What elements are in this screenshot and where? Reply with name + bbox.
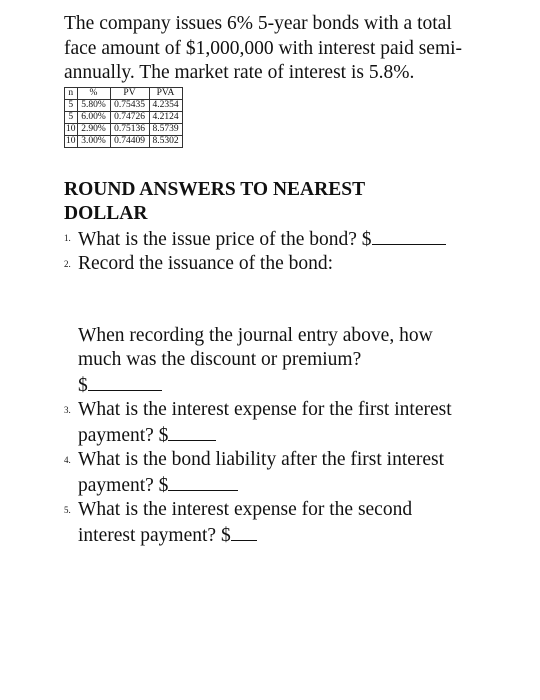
discount-question (64, 324, 474, 398)
cell-n: 5 (65, 99, 78, 111)
question-1 (64, 226, 474, 252)
question-number: 5. (64, 504, 71, 515)
question-text: What is the bond liability after the first interest payment? $ (78, 448, 445, 496)
cell-pva: 8.5739 (149, 123, 182, 135)
answer-blank[interactable] (88, 372, 162, 391)
cell-pv: 0.74409 (110, 135, 149, 147)
cell-rate: 6.00% (77, 111, 110, 123)
answer-blank[interactable] (168, 472, 238, 491)
cell-pva: 8.5302 (149, 135, 182, 147)
cell-rate: 3.00% (77, 135, 110, 147)
question-4 (64, 448, 474, 498)
rate-table-header-row (65, 87, 183, 99)
question-number: 1. (64, 232, 71, 243)
rate-table-row (65, 123, 183, 135)
dollar-sign: $ (78, 374, 88, 396)
cell-rate: 2.90% (77, 123, 110, 135)
cell-n: 5 (65, 111, 78, 123)
header-pv: PV (110, 87, 149, 99)
cell-rate: 5.80% (77, 99, 110, 111)
discount-question-text: When recording the journal entry above, how much was the discount or premium? (78, 324, 433, 370)
header-pva: PVA (149, 87, 182, 99)
problem-intro: The company issues 6% 5-year bonds with a total face amount of $1,000,000 with interest paid semi-annually. The market rate of interest is 5.8%. (64, 13, 463, 83)
question-text: What is the interest expense for the second interest payment? $ (78, 498, 413, 546)
header-percent: % (77, 87, 110, 99)
rate-table-row (65, 135, 183, 147)
cell-pva: 4.2354 (149, 99, 182, 111)
question-text: Record the issuance of the bond: (78, 252, 334, 274)
rate-table (64, 87, 183, 148)
question-number: 4. (64, 454, 71, 465)
answer-blank[interactable] (168, 422, 216, 441)
question-5 (64, 498, 474, 548)
cell-n: 10 (66, 135, 76, 146)
rounding-instruction: ROUND ANSWERS TO NEAREST DOLLAR (64, 178, 365, 224)
answer-blank[interactable] (372, 226, 446, 245)
question-3 (64, 398, 474, 448)
answer-blank[interactable] (231, 522, 257, 541)
cell-pv: 0.75136 (110, 123, 149, 135)
cell-n: 10 (66, 123, 76, 134)
cell-pv: 0.75435 (110, 99, 149, 111)
question-number: 2. (64, 258, 71, 269)
rate-table-row (65, 111, 183, 123)
rate-table-row (65, 99, 183, 111)
question-text: What is the issue price of the bond? $ (78, 228, 372, 250)
cell-pv: 0.74726 (110, 111, 149, 123)
question-2 (64, 252, 474, 276)
document-page (64, 12, 474, 548)
header-n: n (65, 87, 78, 99)
cell-pva: 4.2124 (149, 111, 182, 123)
question-number: 3. (64, 404, 71, 415)
question-text: What is the interest expense for the first interest payment? $ (78, 398, 452, 446)
